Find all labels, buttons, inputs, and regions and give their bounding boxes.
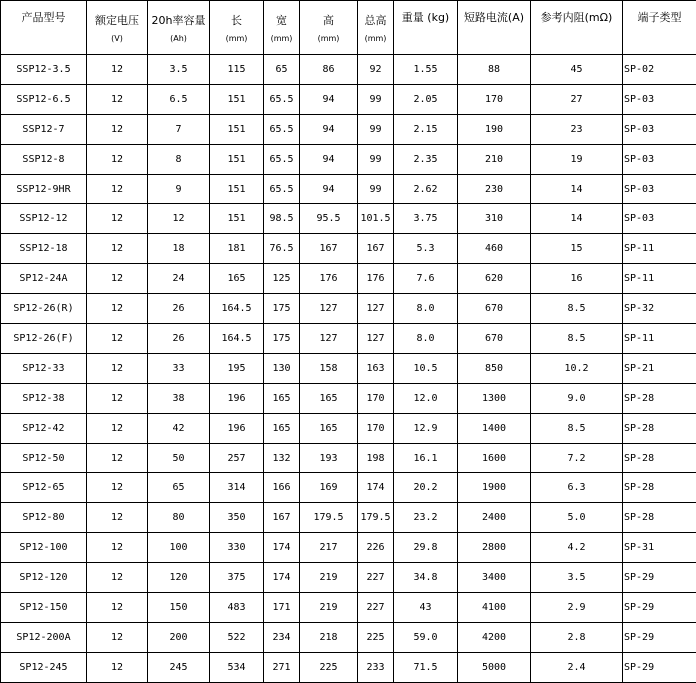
table-row	[1, 533, 696, 563]
cell-terminal: SP-03	[623, 84, 696, 114]
cell-weight: 2.35	[394, 144, 458, 174]
cell-model: SP12-80	[1, 503, 87, 533]
cell-resistance: 6.3	[531, 473, 623, 503]
cell-short-circuit: 2400	[458, 503, 531, 533]
cell-weight: 23.2	[394, 503, 458, 533]
cell-total-height: 227	[358, 563, 394, 593]
cell-short-circuit: 170	[458, 84, 531, 114]
cell-terminal: SP-03	[623, 174, 696, 204]
cell-voltage: 12	[87, 533, 148, 563]
cell-weight: 20.2	[394, 473, 458, 503]
table-row	[1, 413, 696, 443]
cell-weight: 29.8	[394, 533, 458, 563]
cell-model: SSP12-12	[1, 204, 87, 234]
cell-total-height: 101.5	[358, 204, 394, 234]
cell-length: 151	[210, 174, 264, 204]
cell-capacity: 100	[148, 533, 210, 563]
cell-total-height: 99	[358, 114, 394, 144]
cell-width: 65.5	[264, 84, 300, 114]
cell-total-height: 226	[358, 533, 394, 563]
cell-length: 151	[210, 204, 264, 234]
cell-short-circuit: 210	[458, 144, 531, 174]
cell-length: 151	[210, 114, 264, 144]
cell-terminal: SP-29	[623, 622, 696, 652]
cell-width: 65.5	[264, 114, 300, 144]
cell-short-circuit: 2800	[458, 533, 531, 563]
cell-voltage: 12	[87, 413, 148, 443]
cell-model: SP12-150	[1, 593, 87, 623]
cell-voltage: 12	[87, 55, 148, 85]
cell-voltage: 12	[87, 353, 148, 383]
cell-short-circuit: 620	[458, 264, 531, 294]
cell-model: SP12-120	[1, 563, 87, 593]
cell-length: 350	[210, 503, 264, 533]
table-row	[1, 563, 696, 593]
cell-resistance: 45	[531, 55, 623, 85]
cell-voltage: 12	[87, 652, 148, 682]
cell-voltage: 12	[87, 264, 148, 294]
cell-length: 115	[210, 55, 264, 85]
cell-resistance: 16	[531, 264, 623, 294]
cell-terminal: SP-31	[623, 533, 696, 563]
cell-total-height: 163	[358, 353, 394, 383]
cell-terminal: SP-11	[623, 234, 696, 264]
cell-terminal: SP-02	[623, 55, 696, 85]
cell-voltage: 12	[87, 294, 148, 324]
header-model: 产品型号	[1, 1, 87, 55]
cell-resistance: 19	[531, 144, 623, 174]
cell-width: 125	[264, 264, 300, 294]
cell-total-height: 99	[358, 174, 394, 204]
cell-height: 217	[300, 533, 358, 563]
cell-capacity: 42	[148, 413, 210, 443]
cell-total-height: 227	[358, 593, 394, 623]
cell-model: SP12-245	[1, 652, 87, 682]
cell-width: 175	[264, 294, 300, 324]
cell-width: 65	[264, 55, 300, 85]
cell-length: 534	[210, 652, 264, 682]
cell-height: 127	[300, 294, 358, 324]
cell-short-circuit: 1600	[458, 443, 531, 473]
cell-terminal: SP-28	[623, 503, 696, 533]
cell-weight: 2.15	[394, 114, 458, 144]
cell-resistance: 14	[531, 204, 623, 234]
header-resistance: 参考内阻(mΩ)	[531, 1, 623, 55]
table-row	[1, 144, 696, 174]
cell-height: 86	[300, 55, 358, 85]
cell-capacity: 7	[148, 114, 210, 144]
cell-resistance: 4.2	[531, 533, 623, 563]
cell-height: 225	[300, 652, 358, 682]
cell-length: 257	[210, 443, 264, 473]
header-length: 长 (mm)	[210, 1, 264, 55]
cell-resistance: 10.2	[531, 353, 623, 383]
cell-total-height: 174	[358, 473, 394, 503]
cell-capacity: 24	[148, 264, 210, 294]
cell-length: 151	[210, 84, 264, 114]
cell-model: SP12-26(R)	[1, 294, 87, 324]
cell-weight: 3.75	[394, 204, 458, 234]
cell-weight: 2.62	[394, 174, 458, 204]
cell-resistance: 2.8	[531, 622, 623, 652]
cell-terminal: SP-28	[623, 413, 696, 443]
cell-total-height: 99	[358, 144, 394, 174]
table-row	[1, 593, 696, 623]
cell-resistance: 2.4	[531, 652, 623, 682]
cell-model: SP12-50	[1, 443, 87, 473]
cell-capacity: 33	[148, 353, 210, 383]
cell-total-height: 176	[358, 264, 394, 294]
cell-resistance: 7.2	[531, 443, 623, 473]
cell-length: 164.5	[210, 294, 264, 324]
cell-width: 165	[264, 383, 300, 413]
cell-terminal: SP-29	[623, 563, 696, 593]
cell-width: 130	[264, 353, 300, 383]
table-body	[1, 55, 696, 683]
cell-short-circuit: 850	[458, 353, 531, 383]
cell-width: 234	[264, 622, 300, 652]
cell-height: 95.5	[300, 204, 358, 234]
table-row	[1, 264, 696, 294]
cell-resistance: 9.0	[531, 383, 623, 413]
table-row	[1, 503, 696, 533]
cell-voltage: 12	[87, 204, 148, 234]
cell-capacity: 3.5	[148, 55, 210, 85]
cell-width: 98.5	[264, 204, 300, 234]
cell-terminal: SP-11	[623, 264, 696, 294]
cell-capacity: 245	[148, 652, 210, 682]
cell-height: 94	[300, 144, 358, 174]
cell-width: 171	[264, 593, 300, 623]
cell-height: 219	[300, 563, 358, 593]
cell-short-circuit: 1900	[458, 473, 531, 503]
cell-terminal: SP-03	[623, 204, 696, 234]
cell-weight: 10.5	[394, 353, 458, 383]
cell-capacity: 18	[148, 234, 210, 264]
cell-short-circuit: 230	[458, 174, 531, 204]
cell-capacity: 200	[148, 622, 210, 652]
cell-voltage: 12	[87, 234, 148, 264]
cell-model: SP12-26(F)	[1, 324, 87, 354]
cell-capacity: 12	[148, 204, 210, 234]
cell-voltage: 12	[87, 622, 148, 652]
cell-weight: 12.0	[394, 383, 458, 413]
cell-width: 175	[264, 324, 300, 354]
cell-model: SSP12-8	[1, 144, 87, 174]
cell-capacity: 120	[148, 563, 210, 593]
cell-capacity: 9	[148, 174, 210, 204]
cell-weight: 7.6	[394, 264, 458, 294]
cell-voltage: 12	[87, 144, 148, 174]
cell-weight: 34.8	[394, 563, 458, 593]
cell-weight: 16.1	[394, 443, 458, 473]
cell-weight: 71.5	[394, 652, 458, 682]
cell-terminal: SP-29	[623, 593, 696, 623]
cell-length: 164.5	[210, 324, 264, 354]
cell-height: 165	[300, 413, 358, 443]
cell-short-circuit: 88	[458, 55, 531, 85]
cell-terminal: SP-29	[623, 652, 696, 682]
cell-weight: 8.0	[394, 324, 458, 354]
cell-short-circuit: 310	[458, 204, 531, 234]
cell-model: SSP12-18	[1, 234, 87, 264]
cell-height: 94	[300, 84, 358, 114]
cell-resistance: 5.0	[531, 503, 623, 533]
cell-height: 218	[300, 622, 358, 652]
cell-length: 375	[210, 563, 264, 593]
cell-model: SSP12-6.5	[1, 84, 87, 114]
cell-capacity: 6.5	[148, 84, 210, 114]
cell-height: 179.5	[300, 503, 358, 533]
cell-length: 195	[210, 353, 264, 383]
cell-capacity: 26	[148, 294, 210, 324]
cell-resistance: 14	[531, 174, 623, 204]
table-row	[1, 622, 696, 652]
cell-model: SSP12-7	[1, 114, 87, 144]
cell-length: 522	[210, 622, 264, 652]
cell-total-height: 99	[358, 84, 394, 114]
cell-capacity: 150	[148, 593, 210, 623]
cell-model: SP12-42	[1, 413, 87, 443]
cell-short-circuit: 4100	[458, 593, 531, 623]
cell-width: 167	[264, 503, 300, 533]
cell-voltage: 12	[87, 84, 148, 114]
cell-model: SP12-24A	[1, 264, 87, 294]
cell-voltage: 12	[87, 473, 148, 503]
cell-capacity: 26	[148, 324, 210, 354]
header-row	[1, 1, 696, 55]
cell-short-circuit: 670	[458, 324, 531, 354]
cell-width: 65.5	[264, 174, 300, 204]
cell-length: 196	[210, 383, 264, 413]
cell-total-height: 198	[358, 443, 394, 473]
cell-length: 196	[210, 413, 264, 443]
cell-total-height: 92	[358, 55, 394, 85]
cell-short-circuit: 1400	[458, 413, 531, 443]
cell-width: 165	[264, 413, 300, 443]
cell-height: 169	[300, 473, 358, 503]
header-total-height: 总高 (mm)	[358, 1, 394, 55]
table-row	[1, 204, 696, 234]
header-weight: 重量 (kg)	[394, 1, 458, 55]
cell-length: 483	[210, 593, 264, 623]
header-width: 宽 (mm)	[264, 1, 300, 55]
cell-capacity: 80	[148, 503, 210, 533]
cell-height: 94	[300, 114, 358, 144]
cell-height: 158	[300, 353, 358, 383]
header-height: 高 (mm)	[300, 1, 358, 55]
table-row	[1, 294, 696, 324]
table-row	[1, 652, 696, 682]
cell-length: 314	[210, 473, 264, 503]
cell-resistance: 8.5	[531, 413, 623, 443]
cell-height: 127	[300, 324, 358, 354]
cell-voltage: 12	[87, 383, 148, 413]
table-row	[1, 55, 696, 85]
cell-total-height: 179.5	[358, 503, 394, 533]
cell-weight: 59.0	[394, 622, 458, 652]
table-row	[1, 234, 696, 264]
cell-resistance: 15	[531, 234, 623, 264]
cell-terminal: SP-28	[623, 383, 696, 413]
cell-terminal: SP-28	[623, 473, 696, 503]
cell-height: 219	[300, 593, 358, 623]
cell-height: 167	[300, 234, 358, 264]
cell-terminal: SP-11	[623, 324, 696, 354]
cell-short-circuit: 460	[458, 234, 531, 264]
cell-length: 151	[210, 144, 264, 174]
cell-terminal: SP-03	[623, 144, 696, 174]
cell-total-height: 170	[358, 383, 394, 413]
cell-height: 165	[300, 383, 358, 413]
cell-voltage: 12	[87, 443, 148, 473]
cell-resistance: 23	[531, 114, 623, 144]
cell-voltage: 12	[87, 324, 148, 354]
header-capacity: 20h率容量 (Ah)	[148, 1, 210, 55]
cell-terminal: SP-03	[623, 114, 696, 144]
cell-model: SSP12-9HR	[1, 174, 87, 204]
cell-length: 181	[210, 234, 264, 264]
cell-capacity: 38	[148, 383, 210, 413]
cell-terminal: SP-21	[623, 353, 696, 383]
cell-total-height: 225	[358, 622, 394, 652]
cell-model: SSP12-3.5	[1, 55, 87, 85]
cell-length: 165	[210, 264, 264, 294]
cell-total-height: 127	[358, 294, 394, 324]
cell-short-circuit: 190	[458, 114, 531, 144]
cell-width: 132	[264, 443, 300, 473]
table-row	[1, 383, 696, 413]
cell-voltage: 12	[87, 503, 148, 533]
table-row	[1, 84, 696, 114]
table-row	[1, 114, 696, 144]
cell-total-height: 127	[358, 324, 394, 354]
cell-resistance: 8.5	[531, 324, 623, 354]
cell-short-circuit: 5000	[458, 652, 531, 682]
cell-total-height: 167	[358, 234, 394, 264]
cell-resistance: 3.5	[531, 563, 623, 593]
cell-capacity: 50	[148, 443, 210, 473]
cell-short-circuit: 3400	[458, 563, 531, 593]
cell-total-height: 170	[358, 413, 394, 443]
cell-weight: 2.05	[394, 84, 458, 114]
cell-weight: 5.3	[394, 234, 458, 264]
cell-capacity: 65	[148, 473, 210, 503]
cell-resistance: 27	[531, 84, 623, 114]
cell-terminal: SP-28	[623, 443, 696, 473]
cell-short-circuit: 1300	[458, 383, 531, 413]
cell-width: 271	[264, 652, 300, 682]
cell-voltage: 12	[87, 174, 148, 204]
table-row	[1, 443, 696, 473]
cell-terminal: SP-32	[623, 294, 696, 324]
cell-weight: 12.9	[394, 413, 458, 443]
table-row	[1, 473, 696, 503]
cell-voltage: 12	[87, 563, 148, 593]
cell-width: 166	[264, 473, 300, 503]
header-voltage: 额定电压 (V)	[87, 1, 148, 55]
cell-model: SP12-100	[1, 533, 87, 563]
cell-voltage: 12	[87, 593, 148, 623]
cell-short-circuit: 670	[458, 294, 531, 324]
cell-resistance: 2.9	[531, 593, 623, 623]
cell-model: SP12-200A	[1, 622, 87, 652]
table-row	[1, 324, 696, 354]
table-row	[1, 353, 696, 383]
cell-weight: 1.55	[394, 55, 458, 85]
header-terminal: 端子类型	[623, 1, 696, 55]
cell-weight: 8.0	[394, 294, 458, 324]
cell-length: 330	[210, 533, 264, 563]
cell-height: 94	[300, 174, 358, 204]
cell-width: 174	[264, 533, 300, 563]
cell-weight: 43	[394, 593, 458, 623]
cell-width: 76.5	[264, 234, 300, 264]
cell-model: SP12-33	[1, 353, 87, 383]
table-row	[1, 174, 696, 204]
cell-width: 174	[264, 563, 300, 593]
cell-model: SP12-65	[1, 473, 87, 503]
cell-capacity: 8	[148, 144, 210, 174]
cell-total-height: 233	[358, 652, 394, 682]
cell-model: SP12-38	[1, 383, 87, 413]
cell-height: 193	[300, 443, 358, 473]
cell-width: 65.5	[264, 144, 300, 174]
cell-resistance: 8.5	[531, 294, 623, 324]
cell-height: 176	[300, 264, 358, 294]
cell-short-circuit: 4200	[458, 622, 531, 652]
header-short-circuit: 短路电流(A)	[458, 1, 531, 55]
cell-voltage: 12	[87, 114, 148, 144]
